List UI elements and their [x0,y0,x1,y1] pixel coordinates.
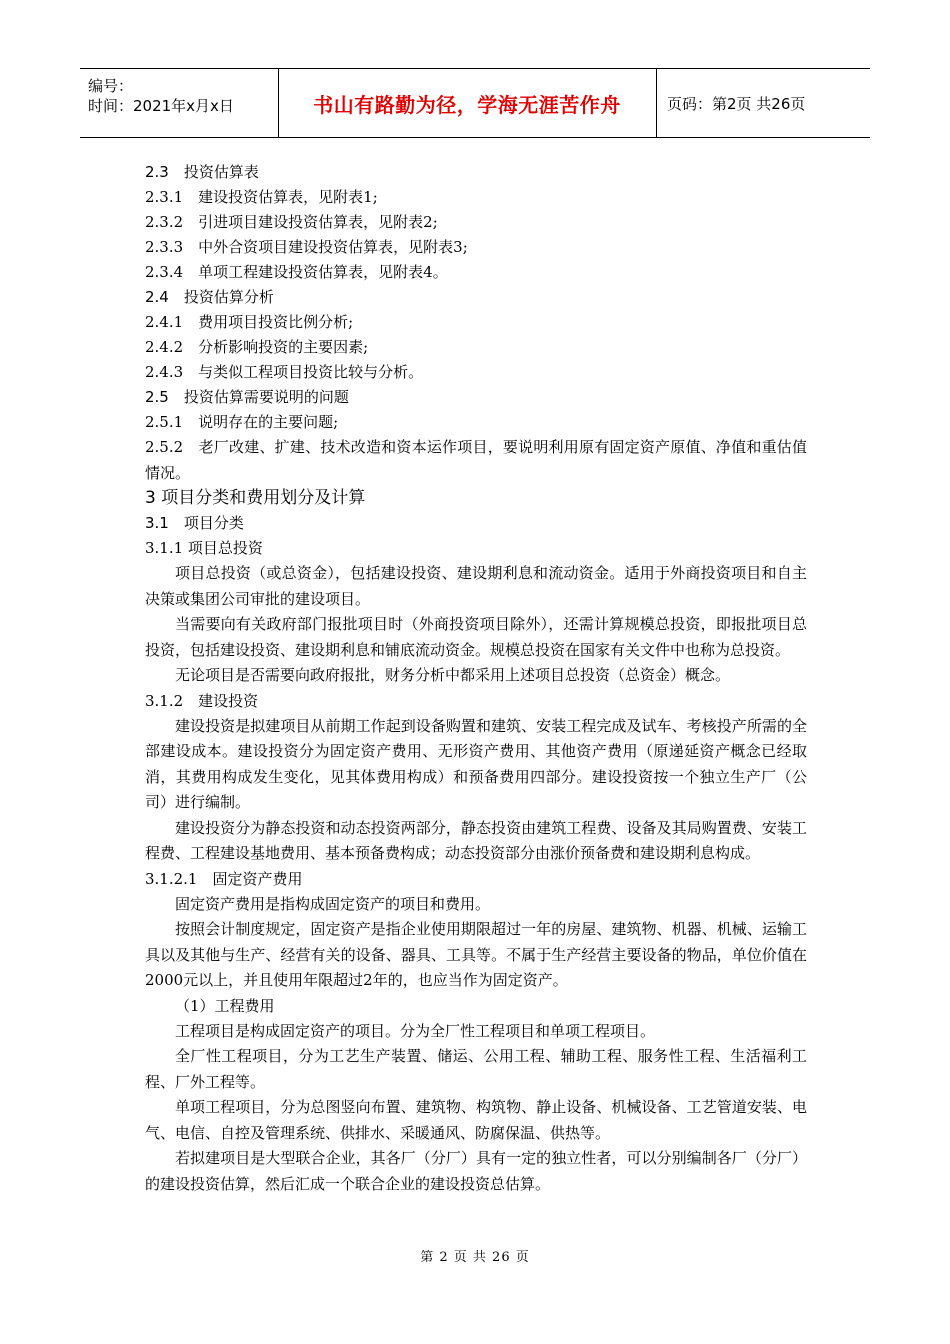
header-motto-cell [278,69,657,137]
document-body [145,160,807,1197]
paragraph: 若拟建项目是大型联合企业，其各厂（分厂）具有一定的独立性者，可以分别编制各厂（分厂）的建设投资估算，然后汇成一个联合企业的建设投资总估算。 [145,1149,807,1193]
header-page-info: 页码：第2页 共26页 [667,94,806,113]
doc-number-label: 编号： [88,77,134,95]
paragraph: 单项工程项目，分为总图竖向布置、建筑物、构筑物、静止设备、机械设备、工艺管道安装、电气、电信、自控及管理系统、供排水、采暖通风、防腐保温、供热等。 [145,1098,807,1142]
list-item: 2.5.2 老厂改建、扩建、技术改造和资本运作项目，要说明利用原有固定资产原值、净值和重估值情况。 [145,438,807,482]
item-heading: （1）工程费用 [175,996,275,1015]
header-meta-cell [80,69,279,137]
section-heading: 2.4 投资估算分析 [145,288,274,306]
list-item: 2.3.4 单项工程建设投资估算表，见附表4。 [145,263,448,281]
subsection-heading: 3.1.2 建设投资 [145,691,259,710]
section-heading: 2.5 投资估算需要说明的问题 [145,388,349,406]
list-item: 2.4.1 费用项目投资比例分析; [145,313,354,331]
section-heading: 2.3 投资估算表 [145,163,259,181]
paragraph: 全厂性工程项目，分为工艺生产装置、储运、公用工程、辅助工程、服务性工程、生活福利工程、厂外工程等。 [145,1047,807,1091]
paragraph: 按照会计制度规定，固定资产是指企业使用期限超过一年的房屋、建筑物、机器、机械、运输工具以及其他与生产、经营有关的设备、器具、工具等。不属于生产经营主要设备的物品，单位价值在2000元以上，并且使用年限超过2年的，也应当作为固定资产。 [145,920,807,989]
chapter-heading: 3 项目分类和费用划分及计算 [145,488,366,508]
doc-date-label: 时间：2021年x月x日 [88,97,234,115]
list-item: 2.4.3 与类似工程项目投资比较与分析。 [145,363,424,381]
subsection-heading: 3.1.2.1 固定资产费用 [145,869,303,888]
paragraph: 建设投资分为静态投资和动态投资两部分，静态投资由建筑工程费、设备及其局购置费、安装工程费、工程建设基地费用、基本预备费构成；动态投资部分由涨价预备费和建设期利息构成。 [145,818,807,862]
list-item: 2.4.2 分析影响投资的主要因素; [145,338,369,356]
list-item: 2.5.1 说明存在的主要问题; [145,413,339,431]
section-heading: 3.1 项目分类 [145,514,244,532]
paragraph: 建设投资是拟建项目从前期工作起到设备购置和建筑、安装工程完成及试车、考核投产所需的全部建设成本。建设投资分为固定资产费用、无形资产费用、其他资产费用（原递延资产概念已经取消，其费用构成发生变化，见其体费用构成）和预备费用四部分。建设投资按一个独立生产厂（公司）进行编制。 [145,716,807,811]
paragraph: 当需要向有关政府部门报批项目时（外商投资项目除外），还需计算规模总投资，即报批项目总投资，包括建设投资、建设期利息和铺底流动资金。规模总投资在国家有关文件中也称为总投资。 [145,615,807,659]
subsection-heading: 3.1.1 项目总投资 [145,539,263,557]
list-item: 2.3.2 引进项目建设投资估算表，见附表2; [145,213,438,231]
paragraph: 工程项目是构成固定资产的项目。分为全厂性工程项目和单项工程项目。 [175,1021,656,1040]
page-header [80,68,870,138]
header-motto: 书山有路勤为径，学海无涯苦作舟 [313,92,621,117]
paragraph: 项目总投资（或总资金），包括建设投资、建设期利息和流动资金。适用于外商投资项目和自主决策或集团公司审批的建设项目。 [145,564,807,608]
paragraph: 固定资产费用是指构成固定资产的项目和费用。 [175,894,491,913]
paragraph: 无论项目是否需要向政府报批，财务分析中都采用上述项目总投资（总资金）概念。 [175,666,731,684]
page-footer: 第 2 页 共 26 页 [420,1250,530,1265]
list-item: 2.3.3 中外合资项目建设投资估算表，见附表3; [145,238,468,256]
list-item: 2.3.1 建设投资估算表，见附表1; [145,188,378,206]
